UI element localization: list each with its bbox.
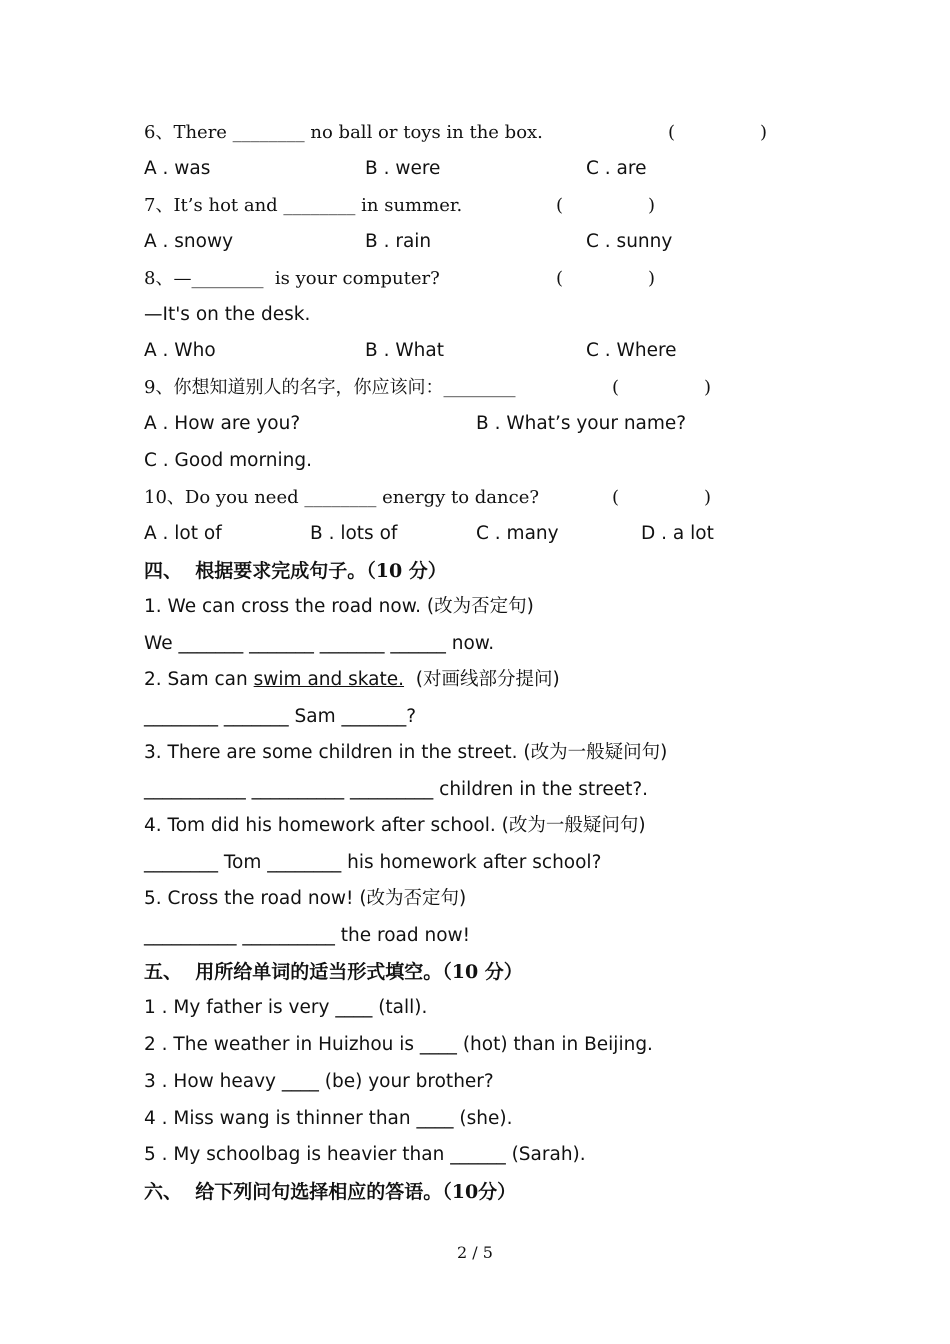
question-9-option-c: C . Good morning.	[144, 450, 312, 471]
question-7-option-b: B . rain	[365, 231, 432, 252]
section-4-item-2-underlined: swim and skate.	[253, 669, 405, 690]
question-8-option-c: C . Where	[586, 340, 677, 361]
section-5-heading: 五、 用所给单词的适当形式填空。（10 分）	[144, 961, 523, 983]
answer-paren-open: (	[668, 122, 676, 143]
section-5-item-3: 3 . How heavy ____ (be) your brother?	[144, 1071, 494, 1092]
section-4-item-1-answer: We _______ _______ _______ ______ now.	[144, 633, 495, 654]
section-5-item-1: 1 . My father is very ____ (tall).	[144, 997, 428, 1018]
section-6-heading: 六、 给下列问句选择相应的答语。（10分）	[144, 1181, 517, 1203]
question-6-option-b: B . were	[365, 158, 441, 179]
question-7-text: 7、It’s hot and ________ in summer.	[144, 195, 463, 216]
answer-paren-open: (	[556, 268, 564, 289]
question-10-option-b: B . lots of	[310, 523, 398, 544]
question-8-option-b: B . What	[365, 340, 444, 361]
question-9-option-a: A . How are you?	[144, 413, 301, 434]
section-5-item-5: 5 . My schoolbag is heavier than ______ (Sarah).	[144, 1144, 586, 1165]
answer-paren-close: )	[760, 122, 768, 143]
question-10-option-a: A . lot of	[144, 523, 222, 544]
section-5-item-4: 4 . Miss wang is thinner than ____ (she).	[144, 1108, 513, 1129]
question-6-option-a: A . was	[144, 158, 211, 179]
question-8-line2: —It's on the desk.	[144, 304, 311, 325]
section-4-item-4-answer: ________ Tom ________ his homework after school?	[144, 852, 602, 873]
section-4-item-2-question-pre: 2. Sam can	[144, 669, 254, 690]
answer-paren-close: )	[704, 377, 712, 398]
question-9-text: 9、你想知道别人的名字，你应该问：________	[144, 377, 516, 398]
answer-paren-close: )	[648, 268, 656, 289]
question-7-option-c: C . sunny	[586, 231, 673, 252]
answer-paren-open: (	[556, 195, 564, 216]
section-4-item-3-answer: ___________ __________ _________ children in the street?.	[144, 779, 649, 800]
question-7-option-a: A . snowy	[144, 231, 234, 252]
question-8-text: 8、—________ is your computer?	[144, 268, 440, 289]
question-10-option-c: C . many	[476, 523, 559, 544]
question-10-option-d: D . a lot	[641, 523, 714, 544]
section-4-item-2-question-post: (对画线部分提问)	[404, 669, 560, 690]
answer-paren-open: (	[612, 377, 620, 398]
section-4-heading: 四、 根据要求完成句子。（10 分）	[144, 560, 447, 582]
section-4-item-4-question: 4. Tom did his homework after school. (改为一般疑问句)	[144, 815, 646, 836]
page-number: 2 / 5	[457, 1243, 493, 1262]
section-4-item-5-question: 5. Cross the road now! (改为否定句)	[144, 888, 467, 909]
section-4-item-3-question: 3. There are some children in the street. (改为一般疑问句)	[144, 742, 668, 763]
question-9-option-b: B . What’s your name?	[476, 413, 687, 434]
section-4-item-5-answer: __________ __________ the road now!	[144, 925, 471, 946]
section-4-item-2-question	[144, 668, 560, 692]
section-4-item-1-question: 1. We can cross the road now. (改为否定句)	[144, 596, 534, 617]
question-6-text: 6、There ________ no ball or toys in the box.	[144, 122, 543, 143]
question-10-text: 10、Do you need ________ energy to dance?	[144, 487, 540, 508]
answer-paren-open: (	[612, 487, 620, 508]
question-8-option-a: A . Who	[144, 340, 216, 361]
answer-paren-close: )	[704, 487, 712, 508]
question-6-option-c: C . are	[586, 158, 647, 179]
section-5-item-2: 2 . The weather in Huizhou is ____ (hot) than in Beijing.	[144, 1034, 653, 1055]
answer-paren-close: )	[648, 195, 656, 216]
section-4-item-2-answer: ________ _______ Sam _______?	[144, 706, 417, 727]
